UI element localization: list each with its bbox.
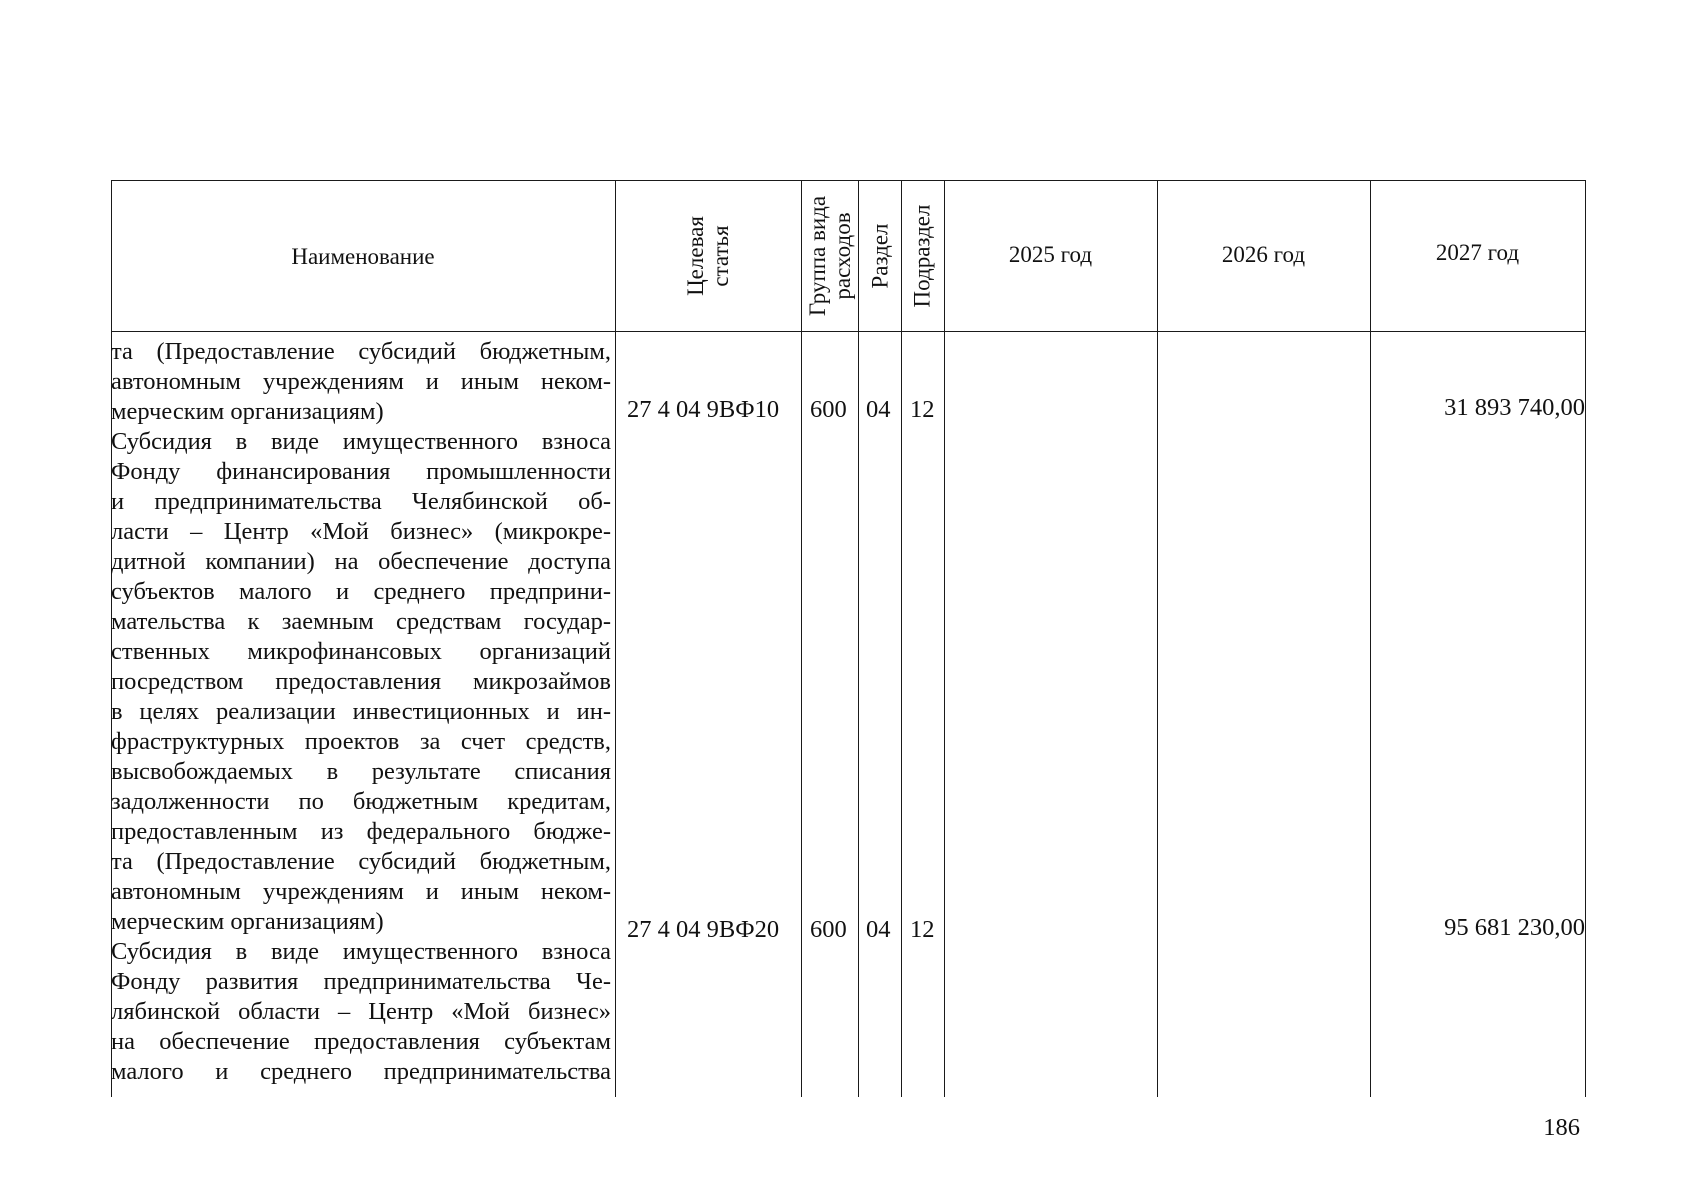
name-line: фраструктурных проектов за счет средств,: [111, 728, 611, 755]
row-1-code: 27 4 04 9ВФ10: [627, 396, 780, 423]
table-top-border: [111, 180, 1586, 181]
name-line: та (Предоставление субсидий бюджетным,: [111, 338, 611, 365]
name-line: мерческим организациям): [111, 398, 384, 425]
header-2027: 2027 год: [1435, 240, 1520, 265]
row-1-section: 04: [866, 396, 891, 423]
col-border-subsection: [944, 180, 945, 1097]
name-line: на обеспечение предоставления субъектам: [111, 1028, 611, 1055]
row-1-2027: 31 893 740,00: [1444, 394, 1585, 421]
name-line: та (Предоставление субсидий бюджетным,: [111, 848, 611, 875]
header-expense-group: [805, 196, 855, 316]
name-line: в целях реализации инвестиционных и ин-: [111, 698, 611, 725]
name-column: [111, 337, 611, 1087]
name-line: дитной компании) на обеспечение доступа: [111, 548, 611, 575]
name-line: субъектов малого и среднего предприни-: [111, 578, 611, 605]
name-line: Фонду финансирования промышленности: [111, 458, 611, 485]
col-border-section: [901, 180, 902, 1097]
page-number: 186: [1543, 1114, 1580, 1141]
row-2-group: 600: [810, 916, 847, 943]
col-border-2025: [1157, 180, 1158, 1097]
name-line: посредством предоставления микрозаймов: [111, 668, 611, 695]
header-2026: 2026 год: [1221, 242, 1306, 267]
name-line: Фонду развития предпринимательства Че-: [111, 968, 611, 995]
name-line: ственных микрофинансовых организаций: [111, 638, 611, 665]
col-border-2026: [1370, 180, 1371, 1097]
row-1-subsection: 12: [910, 396, 935, 423]
col-border-right: [1585, 180, 1586, 1097]
row-2-section: 04: [866, 916, 891, 943]
header-expense-group-line2: расходов: [830, 212, 855, 300]
header-subsection: Подраздел: [909, 204, 935, 308]
header-section: Раздел: [867, 223, 893, 289]
header-target-article-line1: Целевая: [683, 216, 708, 296]
name-line: предоставленным из федерального бюдже-: [111, 818, 611, 845]
name-line: малого и среднего предпринимательства: [111, 1058, 611, 1085]
row-1-group: 600: [810, 396, 847, 423]
row-2-subsection: 12: [910, 916, 935, 943]
header-bottom-border: [111, 331, 1586, 332]
name-line: ласти – Центр «Мой бизнес» (микрокре-: [111, 518, 611, 545]
col-border-name: [615, 180, 616, 1097]
name-line: задолженности по бюджетным кредитам,: [111, 788, 611, 815]
name-line: высвобождаемых в результате списания: [111, 758, 611, 785]
header-expense-group-line1: Группа вида: [805, 195, 830, 317]
name-line: автономным учреждениям и иным неком-: [111, 368, 611, 395]
header-target-article: [683, 216, 733, 296]
name-line: Субсидия в виде имущественного взноса: [111, 428, 611, 455]
name-line: мательства к заемным средствам государ-: [111, 608, 611, 635]
name-line: лябинской области – Центр «Мой бизнес»: [111, 998, 611, 1025]
col-border-code: [801, 180, 802, 1097]
name-line: и предпринимательства Челябинской об-: [111, 488, 611, 515]
name-line: Субсидия в виде имущественного взноса: [111, 938, 611, 965]
row-2-code: 27 4 04 9ВФ20: [627, 916, 780, 943]
header-target-article-line2: статья: [708, 225, 733, 287]
col-border-group: [858, 180, 859, 1097]
name-line: мерческим организациям): [111, 908, 384, 935]
header-2025: 2025 год: [1008, 242, 1093, 267]
row-2-2027: 95 681 230,00: [1444, 914, 1585, 941]
name-line: автономным учреждениям и иным неком-: [111, 878, 611, 905]
header-name: Наименование: [291, 244, 435, 269]
